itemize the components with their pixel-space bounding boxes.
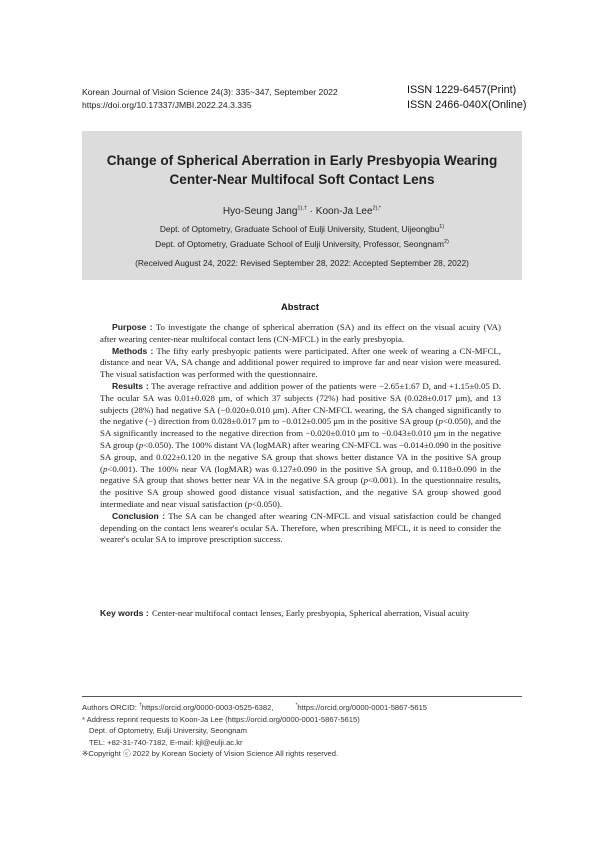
results-label: Results :	[112, 380, 149, 391]
title-line-2: Center-Near Multifocal Soft Contact Lens	[169, 171, 435, 187]
conclusion-text: The SA can be changed after wearing CN-MFCL and visual satisfaction could be changed depending on the contact lens wearer's ocular SA. Therefore, when prescribing MFCL, it is need to consider the wearer's ocular SA to improve prescription success.	[100, 510, 501, 545]
reprint-request: * Address reprint requests to Koon-Ja Lee (https://orcid.org/0000-0001-5867-5615)	[82, 714, 360, 724]
results-text-2: <0.050), and the SA significantly increased to the negative direction from −0.020±0.010 μm to −0.043±0.010 μm in the negative SA group (	[100, 416, 501, 450]
author-1: Hyo-Seung Jang	[222, 206, 298, 217]
doi-link[interactable]: https://doi.org/10.17337/JMBI.2022.24.3.335	[82, 99, 252, 110]
author-1-marker: 1),†	[297, 205, 307, 212]
orcid-1-marker: †	[138, 702, 142, 709]
affiliation-2	[82, 239, 522, 249]
copyright-notice: ※Copyright ⓒ 2022 by Korean Society of Vision Science All rights reserved.	[82, 749, 339, 759]
affiliation-1-marker: 1)	[439, 224, 445, 231]
corresponding-contact: TEL: +82-31-740-7182, E-mail: kjl@eulji.ac.kr	[89, 737, 243, 747]
footnote-divider	[82, 696, 522, 697]
corresponding-dept: Dept. of Optometry, Eulji University, Seongnam	[89, 726, 247, 736]
title-box	[82, 131, 522, 280]
author-2: Koon-Ja Lee	[315, 206, 373, 217]
abstract-conclusion	[100, 511, 501, 546]
results-text-1: The average refractive and addition power of the patients were −2.65±1.67 D, and +1.15±0.05 D. The ocular SA was 0.01±0.028 μm, of which 37 subjects (72%) had positive SA (0.028±0.017 μm), and 13 subjects (28%) had negative SA (−0.020±0.010 μm). After CN-MFCL wearing, the SA changed significantly to the negative (−) direction from 0.028±0.017 μm to −0.012±0.005 μm in the positive SA group (	[100, 380, 501, 427]
abstract-heading: Abstract	[280, 301, 320, 312]
results-text-4: <0.001). The 100% near VA (logMAR) was 0.127±0.090 in the positive SA group, and 0.118±0.090 in the negative SA group that shows better near VA in the negative SA group (	[100, 463, 501, 486]
paper-title	[82, 152, 522, 189]
purpose-text: To investigate the change of spherical aberration (SA) and its effect on the visual acuity (VA) after wearing center-near multifocal contact lens (CN-MFCL) in the early presbyopia.	[100, 322, 501, 344]
affiliation-1	[82, 224, 522, 234]
abstract-body	[100, 322, 501, 546]
issn-print: ISSN 1229-6457(Print)	[407, 84, 517, 96]
footnotes	[82, 702, 522, 760]
affiliation-1-text: Dept. of Optometry, Graduate School of Eulji University, Student, Uijeongbu	[159, 224, 440, 234]
p-value-symbol: p	[102, 463, 108, 474]
orcid-link-1[interactable]: https://orcid.org/0000-0003-0525-6382,	[141, 703, 274, 712]
journal-citation: Korean Journal of Vision Science 24(3): 335~347, September 2022	[82, 87, 338, 97]
purpose-label: Purpose :	[112, 322, 153, 332]
results-text-3: <0.050). The 100% distant VA (logMAR) after wearing CN-MFCL was −0.014±0.090 in the positive SA group, and 0.022±0.120 in the negative SA group that shows better distance VA in the positive SA group (	[100, 439, 501, 474]
abstract-methods	[100, 346, 501, 381]
conclusion-label: Conclusion :	[112, 510, 166, 521]
received-dates: (Received August 24, 2022: Revised September 28, 2022: Accepted September 28, 2022)	[135, 258, 469, 268]
keywords-text: Center-near multifocal contact lenses, Early presbyopia, Spherical aberration, Visual acuity	[152, 608, 470, 618]
author-separator: ·	[306, 206, 316, 217]
abstract-results	[100, 381, 501, 511]
results-text-5: <0.001). In the questionnaire results, the positive SA group showed good distance visual satisfaction, and the negative SA group showed good intermediate and near visual satisfaction (	[100, 475, 501, 509]
methods-label: Methods :	[112, 345, 154, 356]
methods-text: The fifty early presbyopic patients were participated. After one week of wearing a CN-MFCL, distance and near VA, SA change and additional power required to improve far and near vision were measured. The visual satisfaction was performed with the questionnaire.	[100, 345, 501, 380]
orcid-2-marker: *	[295, 702, 298, 709]
author-2-marker: 2),*	[372, 205, 382, 212]
author-list	[82, 206, 522, 217]
issn-block	[407, 83, 526, 112]
affiliation-2-text: Dept. of Optometry, Graduate School of Eulji University, Professor, Seongnam	[155, 239, 444, 249]
p-value-symbol: p	[247, 498, 253, 509]
title-line-1: Change of Spherical Aberration in Early Presbyopia Wearing	[106, 153, 498, 168]
orcid-link-2[interactable]: https://orcid.org/0000-0001-5867-5615	[297, 703, 428, 712]
abstract-purpose	[100, 322, 501, 346]
orcid-line	[82, 702, 522, 714]
journal-info	[82, 86, 338, 111]
p-value-symbol: p	[438, 416, 443, 427]
issn-online: ISSN 2466-040X(Online)	[407, 98, 527, 111]
orcid-label: Authors ORCID:	[82, 703, 139, 712]
keywords-label: Key words :	[100, 608, 149, 618]
p-value-symbol: p	[138, 439, 144, 450]
affiliation-2-marker: 2)	[443, 239, 449, 246]
results-text-6: <0.050).	[252, 498, 283, 509]
p-value-symbol: p	[363, 475, 369, 486]
